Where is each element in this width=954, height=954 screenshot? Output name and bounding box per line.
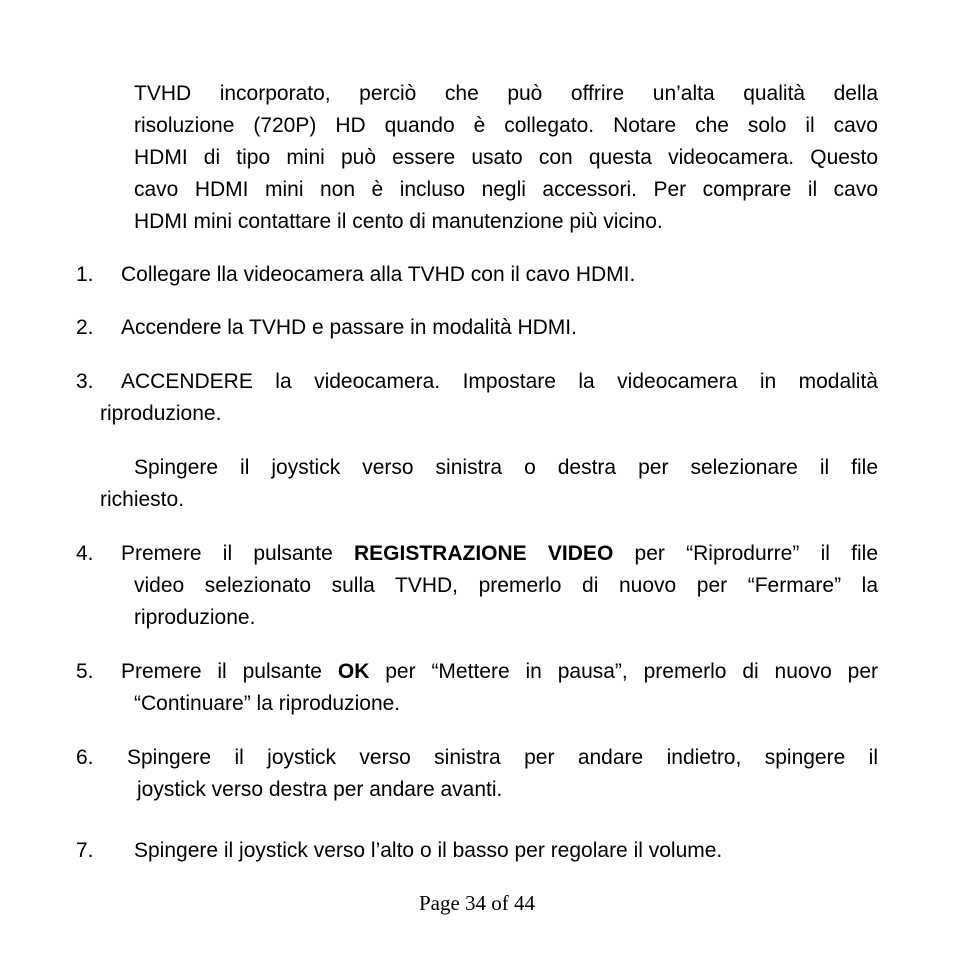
text-run: Premere il pulsante [121,660,338,683]
text-run: per “Riprodurre” il file [613,542,878,565]
sub-text: richiesto. [100,488,185,511]
intro-paragraph [134,78,878,238]
list-text: video selezionato sulla TVHD, premerlo di nuovo per “Fermare” la [134,574,878,597]
list-number: 6. [76,746,94,769]
list-text: joystick verso destra per andare avanti. [137,778,503,801]
list-item [76,835,878,867]
list-number: 5. [76,660,94,683]
list-text: Spingere il joystick verso l’alto o il basso per regolare il volume. [134,839,723,862]
list-text: riproduzione. [134,606,256,629]
sub-text: Spingere il joystick verso sinistra o destra per selezionare il file [134,456,878,479]
list-number: 1. [76,263,94,286]
intro-line: HDMI di tipo mini può essere usato con questa videocamera. Questo [134,146,878,169]
list-text: Collegare lla videocamera alla TVHD con il cavo HDMI. [121,263,636,286]
text-run: Premere il pulsante [121,542,354,565]
list-number: 3. [76,370,94,393]
list-text: Spingere il joystick verso sinistra per andare indietro, spingere il [127,746,878,769]
list-item [76,538,878,634]
text-run: per “Mettere in pausa”, premerlo di nuovo per [369,660,878,683]
list-number: 4. [76,542,94,565]
list-text: Accendere la TVHD e passare in modalità HDMI. [121,316,577,339]
intro-line: HDMI mini contattare il cento di manutenzione più vicino. [134,210,663,233]
intro-line: cavo HDMI mini non è incluso negli accessori. Per comprare il cavo [134,178,878,201]
sub-paragraph [76,452,878,516]
list-text [76,656,878,688]
list-text: “Continuare” la riproduzione. [134,692,401,715]
intro-line: risoluzione (720P) HD quando è collegato. Notare che solo il cavo [134,114,878,137]
page-number-footer: Page 34 of 44 [418,891,536,915]
list-item [76,259,878,291]
list-item [76,366,878,430]
list-text: riproduzione. [100,402,222,425]
list-number: 7. [76,839,94,862]
list-text [76,538,878,570]
list-item [76,656,878,720]
list-item [76,742,878,806]
bold-text: REGISTRAZIONE VIDEO [354,542,614,565]
list-number: 2. [76,316,94,339]
intro-line: TVHD incorporato, perciò che può offrire un’alta qualità della [134,82,878,105]
list-text: ACCENDERE la videocamera. Impostare la videocamera in modalità [121,370,878,393]
list-item [76,312,878,344]
bold-text: OK [337,660,370,683]
